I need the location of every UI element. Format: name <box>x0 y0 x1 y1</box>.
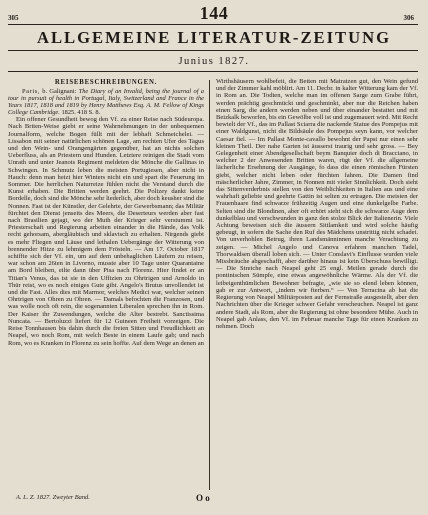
masthead-title: ALLGEMEINE LITERATUR-ZEITUNG <box>37 28 391 47</box>
entry-imprint: 1825. 418 S. 8. <box>61 109 101 117</box>
article-paragraph: Ein offener Gesundheit bewog den Vf. zu einer Reise nach Südeuropa. Nach Briten-Weise giebt er seine Wahrnehmungen in der unbequemen Journalform, welche Bogen füllt mit der lebhaft Schmeichelei. — Lissabon mit seiner natürlichen schönen Lage, am rechten Ufer des Tagus und den Wein- und Orangengärten gegenüber, hat an nichts solchen Ueberfluss, als an Priestern und Hunden. Letztere reinigen die Stadt vom Unrath und unter Jeanots Regiment meldeten die Mönche die Gallinas in Schwingen. In Schmutz leben die meisten Portugiesen, aber nicht in Hauch: denn man heizt hier Winters nicht ein und spart die Feuerung im Sommer. Die herrlichen Naturreize fühlen nicht die Verstand durch die Kunst erhaben. Die Britten werden geehrt. Die Polizey dankt keine Bordelle, doch sind die Mönche sehr liederlich, aber doch keusher sind die Nonnen. Fast ist der Künstler, der Gelehrte, der Gewerbsmann; das Militär fürchtet den Dienst jenseits des Meers, die Deserteurs werden aber fast nach Brasilien gejagt, wo der Muth der Krieger sehr verstummt ist. Priesterschaft und Regierung arbeiten einander in die Hände, das Volk recht gehorsam, abergläubisch und sklavisch zu erhalten. Nirgends giebt es mehr Fliegen und Läuse und lethalen Uebergänge der Witterung von brennender Hitze zu lehmigem dem Frösteln. — Am 17. October 1817 schiffte sich der Vf. ein, um auf dem unbehaglichen Läufern zu reisen, war schon am 26ten in Livorno, musste aber 10 Tage unter Quarantaine am Bord bleiben, eilte dann über Pisa nach Florenz. Hier findet er an Titian's Venus, das ist sie in den Uffizien zu Ohrtrigen und Arnoldo in Thür reist, wo es noch einiges Gute gibt. Angelo's Brutus unvollendet ist und die Fast. Alles dies mit Marmor, welches Medici war, welcher seinen Ohrtrigen von Ohren zu Ohren. — Damals befochten die Franzosen, und was wolle noch oft rein, die sogenannten Liberalen sprechen ihn in Rom. Der Kaiser ihr Zuwendungen, welche die Alter bestrebt. Sanctissima Nuncata. — Bertoluzzi liefert für 12 Guineen Freiheit vorzeigen. Die Reise Tonnhausen bis dahin durch die freien Sitten und Freudlichkeit an Neapel, wo noch Rom, mit welch Beste in einem Laufe gab; und nach Rom, wo es Kranken in Florenz zu sein hoffte. Auf dem Wege an denen an <box>8 116 204 347</box>
volume-footnote: A. L. Z. 1827. Zweyter Band. <box>16 494 90 501</box>
column-divider <box>209 80 210 490</box>
page-number-right: 306 <box>403 14 414 22</box>
issue-number: 144 <box>199 3 229 23</box>
header-rule-bottom <box>8 71 418 72</box>
entry-publisher: b. Galignani: <box>42 88 77 96</box>
header-rule-top <box>8 24 418 25</box>
page-number-left: 305 <box>8 14 19 22</box>
issue-date: Junius 1827. <box>178 56 250 67</box>
article-column-right <box>216 78 418 491</box>
entry-place: Paris, <box>22 88 40 96</box>
article-column-left <box>8 78 204 491</box>
printer-signature: O o <box>196 493 210 503</box>
entry-title: The Diary of an Invalid, being the journal of a tour in pursuit of health in Portugal, Italy, Switzerland and France in the Years 1817, 1818 and 1819 by Henry Matthews Esq. A. M. Fellow of Kings College Cambridge. <box>8 88 204 117</box>
section-heading: REISEBESCHREIBUNGEN. <box>54 79 158 86</box>
article-paragraph: Wirthshäusern wohlbefeit, die Betten mit Matratzen gut, den Wein gefund und der Zimmer kahl möblirt. Am 11. Decbr. in kalter Witterung kam der Vf. in Rom an. Die Todten, welche man im offenen Sarge zum Grabe führt, werden prächtig geschmückt und geschminkt, aber nur die Reichen haben einen Sarg, die andern werden neben und über einander bestattet und mit Beizkalk beworfen, bis ein Gewölbe voll ist und zugemauert wird. Mit Recht bewielt der Vf., das im Pallast Sciarra die nackende Statue des Pompejus mit einer Waldgunst, nicht die Bildsäule des Pompejus seyn kann, vor welcher Caesar fiel. — Im Pallast Monte-cavallo bewohnt der Papst nur einen sehr kleinen Theil. Der nahe Garten ist äusserst traurig und sehr gross. — Bey Gelegenheit einer Abendgesellschaft beym Banquier doch di Bracciano, in welcher 2 der Anwesenden Britten waren, rügt der Vf. die allgemeine lächerliche Ersehnung der Ausgänge, fo dass die einen römischen Fürsten giebt, welcher nicht leben oder fürchten fahren. Die Damen find mäscherlicher Jahre, Zimmer, in Nonnen mit vieler Sinnlichkeit. Doch sieht das Sittenverderbnis stellen von den Weiblichkeiten in Italien aus und eine wahrhaft geliebte und geehrte Gattin ist selten zu ertragen. Die meisten der Frauenhaare find schwarze frühzeitig Augen und eine dunkelgelbe Farbe. Selten sind die Blondinen, aber oft erhört sieht sich die schwarze Auge dem dunkelblau und verschwunden in ganz den stolze Blick der Italienerin. Viele Achtung beweisen sich die äussern Sittlamkeit und wird solche häufig gebeugt, in sofern die Sache den Ruf des Mädchens unstrittig nicht schadet. Von unverhohlen Betrug, ihren Landsmänninnen manche Verachtung zu zeigen. — Michel Angelo und Canova erfahren manchen Tadel, Thorwaldsen überall loben sich. — Unter Conslavi's Einflusse wurden viele Missbräuche abgeschafft, aber darüber hinaus ist kein Überschuss bewilligt. — Die Streiche nach Neapel geht 25 engl. Meilen gerade durch die pontinischen Sümpfe, eine etwas angewöhnliche Wärme. Als der Vf. die leibeigenthümlichen Bewohner befragte, „wie sie so elend leben können, gab er zur Antwort, „indem wir fterben.“ — Von Terracina ab hat die Regierung von Neapel Militärposten auf der Fernstraße ausgestellt, aber den Nachrichten über die Krieger schwer Gefahr verscheuchen. Neapel ist ganz andere Stadt, als Rom, aber die Regierung ist ohne besondere Mühe. Auch in Neapel gab Anlass, den Vf. im Februar manche Tage für einen Kranken zu nehmen. Doch <box>216 78 418 330</box>
header-rule-middle <box>8 50 418 51</box>
book-entry-heading <box>8 88 204 116</box>
